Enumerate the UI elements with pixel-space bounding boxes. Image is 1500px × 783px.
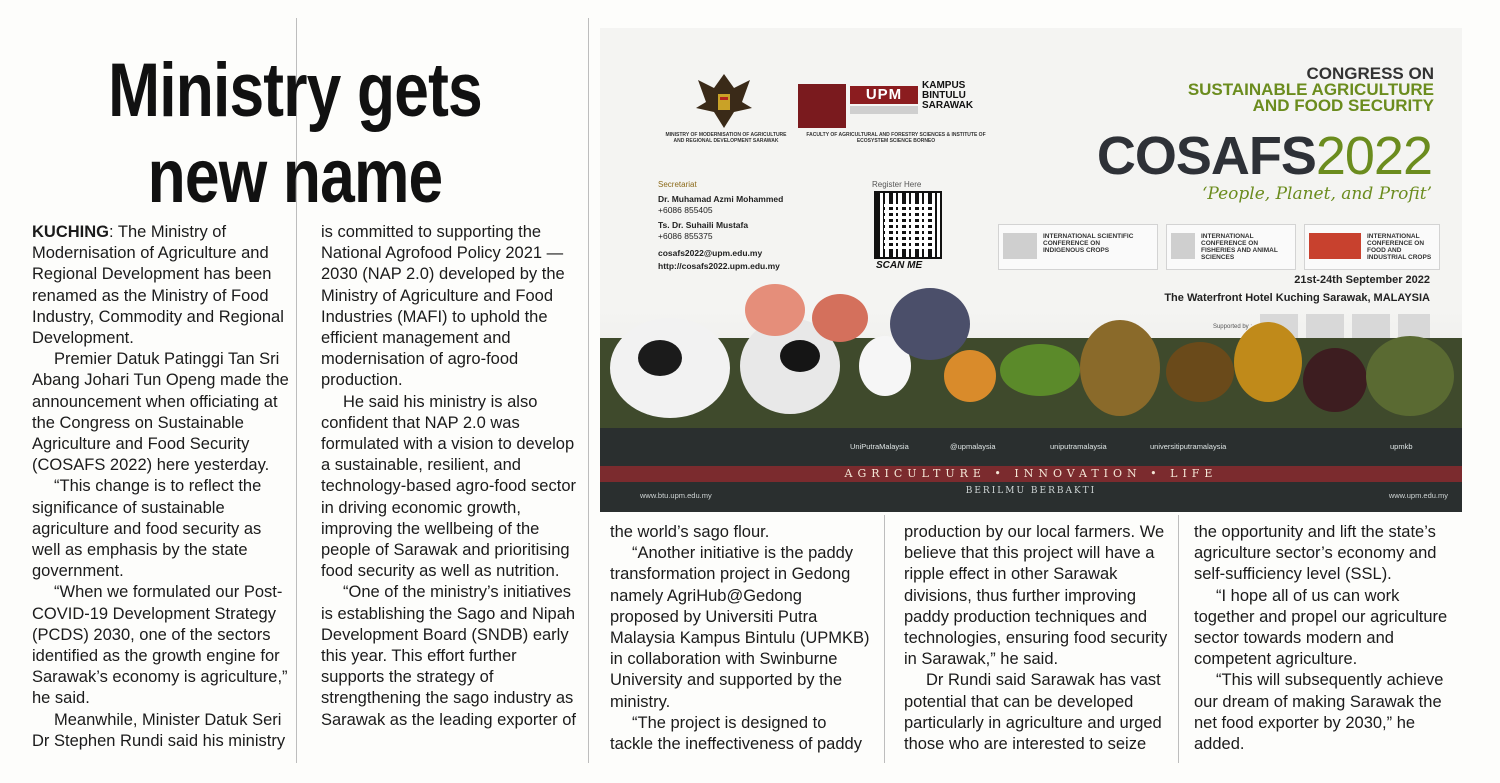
upm-subtitle-bar bbox=[850, 106, 918, 114]
poster-footer bbox=[600, 482, 1462, 512]
kampus-label: KAMPUS BINTULU SARAWAK bbox=[922, 80, 974, 111]
conference-logo-icon bbox=[1309, 233, 1361, 259]
paragraph: the opportunity and lift the state’s agriculture sector’s economy and self-sufficiency level (SSL). bbox=[1194, 523, 1437, 584]
cosafs-logo bbox=[1097, 126, 1432, 186]
conference-card bbox=[1304, 224, 1440, 270]
paragraph: “One of the ministry’s initiatives is establishing the Sago and Nipah Development Board (SNDB) early this year. This effort further supports the strategy of strengthening the sago industry as Sarawak as the leading exporter of bbox=[321, 583, 576, 729]
paragraph: production by our local farmers. We believe that this project will have a ripple effect in other Sarawak divisions, thus further improving paddy production techniques and technologies, ensuring food security in Sarawak,” he said. bbox=[904, 523, 1168, 669]
congress-line: CONGRESS ON bbox=[1306, 64, 1434, 83]
instagram-handle: uniputramalaysia bbox=[1050, 442, 1107, 451]
column-rule bbox=[1178, 515, 1179, 763]
column-rule bbox=[588, 18, 589, 763]
upm-logo-icon bbox=[798, 84, 846, 128]
article-column bbox=[32, 222, 290, 752]
paragraph-text: : The Ministry of Modernisation of Agriculture and Regional Development has been renamed as the Ministry of Food Industry, Commodity and Regional Development. bbox=[32, 223, 284, 348]
cosafs-year: 2022 bbox=[1315, 126, 1432, 186]
tagline: ‘People, Planet, and Profit’ bbox=[1202, 184, 1432, 204]
headline-line: Ministry gets bbox=[108, 48, 482, 133]
headline-line: new name bbox=[147, 134, 443, 219]
upmkb-handle: upmkb bbox=[1390, 442, 1413, 451]
footer-url: www.btu.upm.edu.my bbox=[640, 491, 712, 500]
secretariat-label: Secretariat bbox=[658, 180, 697, 189]
article-column bbox=[321, 222, 581, 731]
agricultural-produce-illustration bbox=[600, 278, 1462, 428]
qr-code-icon bbox=[874, 191, 942, 259]
contact-phone: +6086 855375 bbox=[658, 231, 713, 241]
paragraph: “I hope all of us can work together and propel our agriculture sector towards modern and competent agriculture. bbox=[1194, 586, 1448, 669]
footer-url: www.upm.edu.my bbox=[1388, 491, 1448, 500]
congress-line: AND FOOD SECURITY bbox=[1252, 96, 1434, 115]
conference-logo-icon bbox=[1003, 233, 1037, 259]
conference-label: INTERNATIONAL CONFERENCE ON FISHERIES AND ANIMAL SCIENCES bbox=[1201, 233, 1278, 261]
paragraph: Dr Rundi said Sarawak has vast potential that can be developed particularly in agriculture and urged those who are interested to seize bbox=[904, 671, 1162, 754]
ministry-caption: MINISTRY OF MODERNISATION OF AGRICULTURE AND REGIONAL DEVELOPMENT SARAWAK bbox=[665, 132, 787, 144]
conference-label: INTERNATIONAL CONFERENCE ON FOOD AND INDUSTRIAL CROPS bbox=[1367, 233, 1432, 261]
supported-by-label: Supported by : bbox=[1212, 324, 1252, 330]
paragraph: Premier Datuk Patinggi Tan Sri Abang Johari Tun Openg made the announcement when officiating at the Congress on Sustainable Agriculture and Food Security (COSAFS 2022) here yesterday. bbox=[32, 350, 289, 475]
cosafs-poster bbox=[600, 28, 1462, 512]
sarawak-crest-icon bbox=[692, 68, 756, 134]
contact-email: cosafs2022@upm.edu.my bbox=[658, 248, 763, 258]
register-label: Register Here bbox=[872, 180, 922, 189]
headline bbox=[102, 48, 487, 220]
contact-website: http://cosafs2022.upm.edu.my bbox=[658, 261, 780, 271]
paragraph: “This change is to reflect the significance of sustainable agriculture and food security as well as emphasis by the state government. bbox=[32, 477, 262, 581]
event-venue: The Waterfront Hotel Kuching Sarawak, MALAYSIA bbox=[1164, 292, 1430, 304]
facebook-handle: UniPutraMalaysia bbox=[850, 442, 909, 451]
article-column bbox=[904, 522, 1174, 755]
conference-logo-icon bbox=[1171, 233, 1195, 259]
twitter-handle: @upmalaysia bbox=[950, 442, 996, 451]
paragraph: “Another initiative is the paddy transformation project in Gedong namely AgriHub@Gedong proposed by Universiti Putra Malaysia Kampus Bintulu (UPMKB) in collaboration with Swinburne University and supported by the ministry. bbox=[610, 544, 870, 711]
upm-wordmark: UPM bbox=[850, 86, 918, 104]
paragraph: the world’s sago flour. bbox=[610, 523, 770, 541]
youtube-handle: universitiputramalaysia bbox=[1150, 442, 1227, 451]
paragraph: He said his ministry is also confident that NAP 2.0 was formulated with a vision to develop a sustainable, resilient, and technology-based agro-food sector in driving economic growth, improving the wellbeing of the people of Sarawak and prioritising food security as well as nutrition. bbox=[321, 392, 576, 581]
paragraph: Meanwhile, Minister Datuk Seri Dr Stephen Rundi said his ministry bbox=[32, 710, 286, 750]
paragraph: “The project is designed to tackle the ineffectiveness of paddy bbox=[610, 713, 862, 754]
contact-phone: +6086 855405 bbox=[658, 205, 713, 215]
article-column bbox=[1194, 522, 1464, 755]
cosafs-word: COSAFS bbox=[1096, 126, 1316, 186]
faculty-caption: FACULTY OF AGRICULTURAL AND FORESTRY SCIENCES & INSTITUTE OF ECOSYSTEM SCIENCE BORNEO bbox=[806, 132, 986, 144]
dateline: KUCHING bbox=[32, 223, 109, 241]
social-bar bbox=[600, 428, 1462, 466]
paragraph: “When we formulated our Post-COVID-19 Development Strategy (PCDS) 2030, one of the sectors identified as the growth engine for Sarawak’s economy is agriculture,” he said. bbox=[32, 583, 288, 708]
paragraph: “This will subsequently achieve our dream of making Sarawak the net food exporter by 2030,” he added. bbox=[1194, 671, 1444, 754]
conference-label: INTERNATIONAL SCIENTIFIC CONFERENCE ON INDIGENOUS CROPS bbox=[1043, 233, 1134, 254]
slogan-banner: AGRICULTURE • INNOVATION • LIFE bbox=[600, 466, 1462, 482]
column-rule bbox=[884, 515, 885, 763]
conference-card bbox=[998, 224, 1158, 270]
scan-me-label: SCAN ME bbox=[876, 260, 923, 271]
contact-name: Dr. Muhamad Azmi Mohammed bbox=[658, 194, 784, 204]
paragraph bbox=[32, 222, 290, 349]
congress-title bbox=[1114, 66, 1434, 114]
contact-name: Ts. Dr. Suhaili Mustafa bbox=[658, 220, 749, 230]
paragraph: is committed to supporting the National Agrofood Policy 2021 — 2030 (NAP 2.0) developed by the Ministry of Agriculture and Food Industries (MAFI) to uphold the efficient management and modernisation of agro-food production. bbox=[321, 223, 565, 390]
conference-card bbox=[1166, 224, 1296, 270]
footer-motto: BERILMU BERBAKTI bbox=[965, 486, 1097, 496]
congress-line: SUSTAINABLE AGRICULTURE bbox=[1187, 80, 1434, 99]
article-column bbox=[610, 522, 872, 755]
event-date: 21st-24th September 2022 bbox=[1294, 274, 1430, 286]
